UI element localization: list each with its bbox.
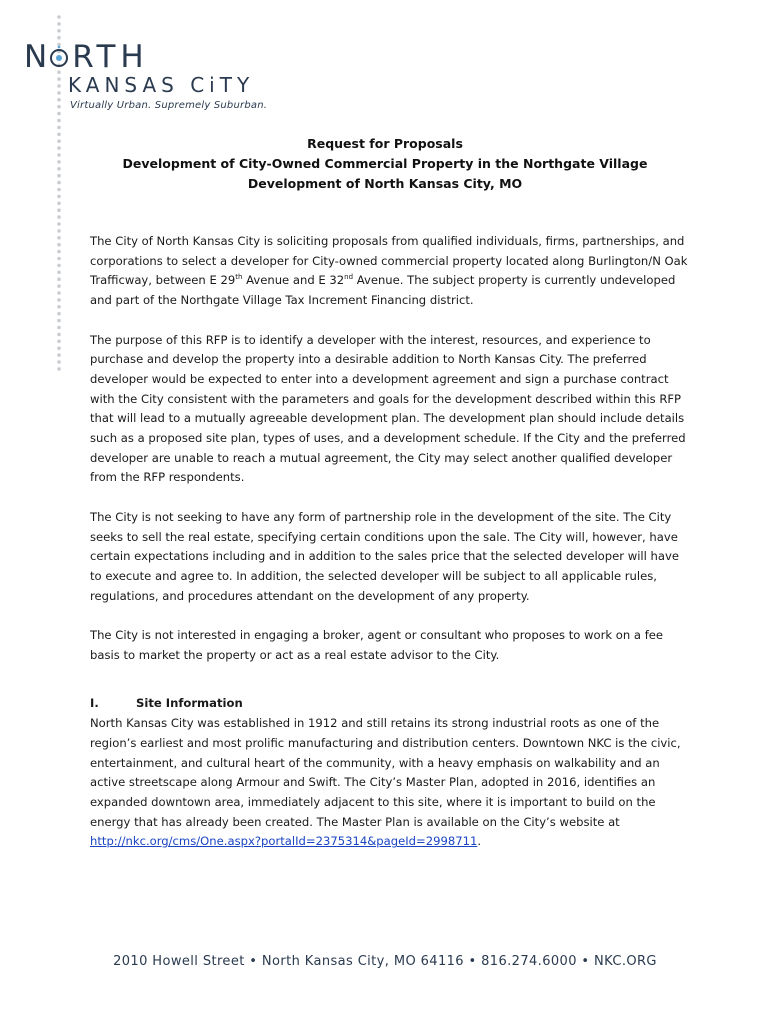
decorative-dot [57, 153, 61, 157]
decorative-dot [57, 333, 61, 337]
decorative-dot [57, 298, 61, 302]
decorative-dot [57, 188, 61, 192]
document-title [90, 134, 680, 194]
decorative-dot [57, 229, 61, 233]
decorative-dot [57, 277, 61, 281]
decorative-dot [57, 284, 61, 288]
section-title: Site Information [136, 696, 243, 711]
decorative-dot [57, 174, 61, 178]
logo-kansas-city-text: KANSAS CiTY [68, 73, 255, 97]
decorative-dot [57, 202, 61, 206]
decorative-dot [57, 22, 61, 26]
decorative-dot [57, 305, 61, 309]
document-body [90, 232, 690, 872]
decorative-dot [57, 312, 61, 316]
decorative-dot [57, 243, 61, 247]
decorative-dot [57, 264, 61, 268]
city-logo [24, 40, 284, 116]
master-plan-link[interactable]: http://nkc.org/cms/One.aspx?portalId=2375314&pageId=2998711 [90, 834, 478, 849]
decorative-dot [57, 36, 61, 40]
decorative-dot [57, 271, 61, 275]
section-heading-site-information [90, 694, 690, 714]
decorative-dot [57, 29, 61, 33]
decorative-dot [57, 257, 61, 261]
decorative-dot [57, 353, 61, 357]
paragraph-site-information: North Kansas City was established in 1912 and still retains its strong industrial roots as one of the region’s earliest and most prolific manufacturing and distribution centers. Downtown NKC is the civic, entertainment, and cultural heart of the community, with a heavy emphasis on walkability and an active streetscape along Armour and Swift. The City’s Master Plan, adopted in 2016, identifies an expanded downtown area, immediately adjacent to this site, where it is important to build on the energy that has already been created. The Master Plan is available on the City’s website at http://nkc.org/cms/One.aspx?portalId=2375314&pageId=2998711. [90, 716, 681, 849]
decorative-dot [57, 15, 61, 19]
decorative-dot [57, 146, 61, 150]
decorative-dot [57, 367, 61, 371]
decorative-dot [57, 326, 61, 330]
decorative-dot [57, 160, 61, 164]
logo-north-text: N RTH [24, 39, 149, 75]
paragraph-intro: The City of North Kansas City is soliciting proposals from qualified individuals, firms, partnerships, and corporations to select a developer for City-owned commercial property located along Burlington/N Oak Trafficway, between E 29th Avenue and E 32nd Avenue. The subject property is currently undeveloped and part of the Northgate Village Tax Increment Financing district. [90, 234, 688, 308]
decorative-dot [57, 181, 61, 185]
decorative-dot [57, 126, 61, 130]
title-line-3: Development of North Kansas City, MO [247, 176, 523, 191]
title-line-1: Request for Proposals [307, 136, 463, 151]
decorative-dot [57, 340, 61, 344]
decorative-dot [57, 119, 61, 123]
paragraph-broker: The City is not interested in engaging a broker, agent or consultant who proposes to work on a fee basis to market the property or act as a real estate advisor to the City. [90, 628, 664, 662]
footer-address: 2010 Howell Street • North Kansas City, MO 64116 • 816.274.6000 • NKC.ORG [113, 954, 657, 969]
decorative-dot [57, 346, 61, 350]
paragraph-partnership: The City is not seeking to have any form of partnership role in the development of the site. The City seeks to sell the real estate, specifying certain conditions upon the sale. The City will, however, have certain expectations including and in addition to the sales price that the selected developer will have to execute and agree to. In addition, the selected developer will be subject to all applicable rules, regulations, and procedures attendant on the development of any property. [90, 509, 679, 603]
decorative-dot [57, 222, 61, 226]
decorative-dot [57, 360, 61, 364]
decorative-dot [57, 250, 61, 254]
decorative-dot [57, 139, 61, 143]
section-number: I. [90, 696, 99, 711]
decorative-dot [57, 167, 61, 171]
title-line-2: Development of City-Owned Commercial Property in the Northgate Village [122, 156, 648, 171]
logo-tagline: Virtually Urban. Supremely Suburban. [70, 100, 268, 111]
decorative-dot [57, 319, 61, 323]
logo-compass-o-icon [49, 45, 69, 69]
decorative-dot [57, 291, 61, 295]
decorative-dot [57, 236, 61, 240]
decorative-dot [57, 195, 61, 199]
decorative-dot [57, 133, 61, 137]
decorative-dot [57, 215, 61, 219]
paragraph-purpose: The purpose of this RFP is to identify a developer with the interest, resources, and experience to purchase and develop the property into a desirable addition to North Kansas City. The preferred developer would be expected to enter into a development agreement and sign a purchase contract with the City consistent with the parameters and goals for the development described within this RFP that will lead to a mutually agreeable development plan. The development plan should include details such as a proposed site plan, types of uses, and a development schedule. If the City and the preferred developer are unable to reach a mutual agreement, the City may select another qualified developer from the RFP respondents. [90, 332, 686, 485]
decorative-dot [57, 208, 61, 212]
